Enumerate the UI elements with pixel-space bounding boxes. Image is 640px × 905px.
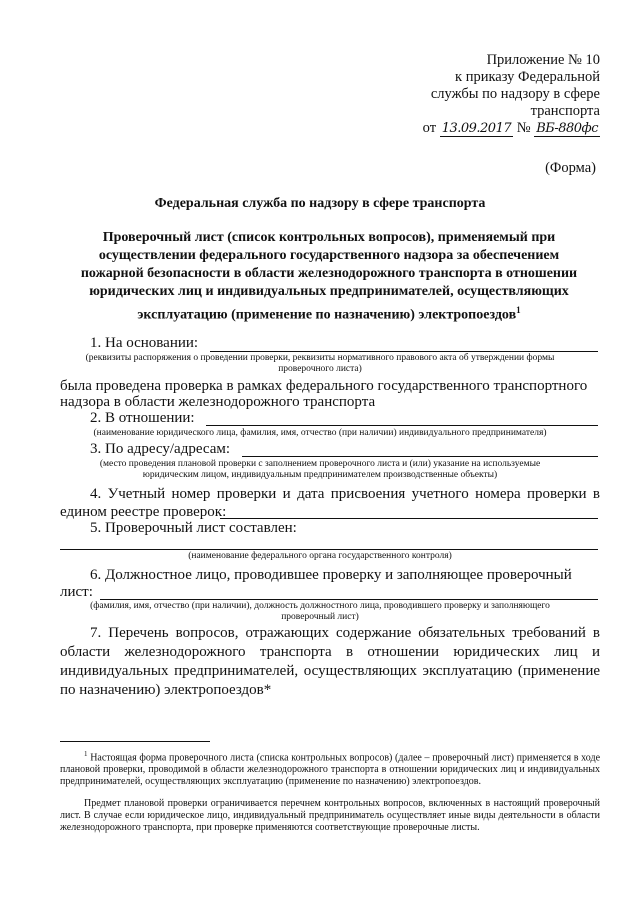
title-line: пожарной безопасности в области железнодорожного транспорта в отношении	[80, 266, 578, 281]
title-line: Проверочный лист (список контрольных вопросов), применяемый при	[102, 230, 556, 245]
item-2-caption: (наименование юридического лица, фамилия, имя, отчество (при наличии) индивидуального предпринимателя)	[93, 428, 547, 438]
order-date-line	[400, 120, 600, 137]
item-1-label: 1. На основании:	[90, 335, 199, 351]
footnote-mark: 1	[84, 750, 88, 758]
item-1-caption-2: проверочного листа)	[278, 364, 362, 374]
title-line: юридических лиц и индивидуальных предпринимателей, осуществляющих	[89, 284, 569, 299]
item-4-text: 4. Учетный номер проверки и дата присвоения учетного номера проверки в едином реестре проверок:	[60, 486, 600, 520]
item-6-label: 6. Должностное лицо, проводившее проверку и заполняющее проверочный	[90, 567, 572, 583]
handwritten-date: 13.09.2017	[441, 121, 512, 136]
item-6-caption: (фамилия, имя, отчество (при наличии), должность должностного лица, проводившего проверку и заполняющего	[90, 601, 550, 611]
item-3-fill-line[interactable]	[242, 456, 598, 457]
item-5-label: 5. Проверочный лист составлен:	[90, 520, 297, 536]
item-5-fill-line[interactable]	[60, 549, 598, 550]
appendix-line: Приложение № 10	[486, 52, 600, 68]
item-2-fill-line[interactable]	[206, 425, 598, 426]
appendix-block	[400, 52, 600, 137]
item-3-caption-2: юридическим лицом, индивидуальным предпринимателем производственные объекты)	[142, 470, 498, 480]
item-2-label: 2. В отношении:	[90, 410, 195, 426]
appendix-line: к приказу Федеральной	[455, 69, 600, 85]
footnote-separator	[60, 741, 210, 742]
item-1-fill-line[interactable]	[210, 351, 598, 352]
footnote-text: Настоящая форма проверочного листа (списка контрольных вопросов) (далее – проверочный лист) применяется в ходе плановой проверки, проводимой в области железнодорожного транспорта в отношении юридических лиц и индивидуальных предпринимателей, осуществляющих эксплуатацию (применение по назначению) электропоездов.	[60, 752, 601, 788]
footnote-paragraph-2: Предмет плановой проверки ограничивается перечнем контрольных вопросов, включенных в настоящий проверочный лист. В случае если юридическое лицо, индивидуальный предприниматель осуществляет иные виды деятельности в области железнодорожного транспорта, при проверке применяются соответствующие проверочные листы.	[60, 798, 600, 833]
item-3-label: 3. По адресу/адресам:	[90, 441, 231, 457]
item-3-caption: (место проведения плановой проверки с заполнением проверочного листа и (или) указание на используемые	[99, 459, 541, 469]
item-6-label-2: лист:	[60, 584, 93, 600]
title-line: эксплуатацию (применение по назначению) электропоездов	[137, 307, 517, 323]
footnote-paragraph-1	[60, 748, 600, 788]
appendix-line: службы по надзору в сфере	[430, 86, 600, 102]
document-title	[64, 229, 594, 325]
item-1-text-2: надзора в области железнодорожного транспорта	[60, 394, 376, 410]
item-6-caption-2: проверочный лист)	[281, 612, 359, 622]
footnote-ref: 1	[516, 305, 521, 315]
title-line-last	[64, 301, 594, 325]
title-line: осуществлении федерального государственного надзора за обеспечением	[98, 248, 560, 263]
item-1-text: была проведена проверка в рамках федерального государственного транспортного	[60, 378, 588, 394]
item-1-caption: (реквизиты распоряжения о проведении проверки, реквизиты нормативного правового акта об утверждении формы	[85, 353, 555, 363]
number-prefix: №	[516, 120, 531, 136]
handwritten-number: ВБ-880фс	[536, 121, 598, 136]
item-6-fill-line[interactable]	[100, 599, 598, 600]
date-prefix: от	[422, 120, 437, 136]
form-label: (Форма)	[545, 160, 596, 176]
item-5-caption: (наименование федерального органа государственного контроля)	[188, 551, 452, 561]
item-7-text: 7. Перечень вопросов, отражающих содержание обязательных требований в области железнодорожного транспорта в отношении юридических лиц и индивидуальных предпринимателей, осуществляющих эксплуатацию (применение по назначению) электропоездов*	[60, 625, 600, 698]
agency-heading: Федеральная служба по надзору в сфере транспорта	[154, 196, 486, 211]
appendix-line: транспорта	[530, 103, 600, 119]
